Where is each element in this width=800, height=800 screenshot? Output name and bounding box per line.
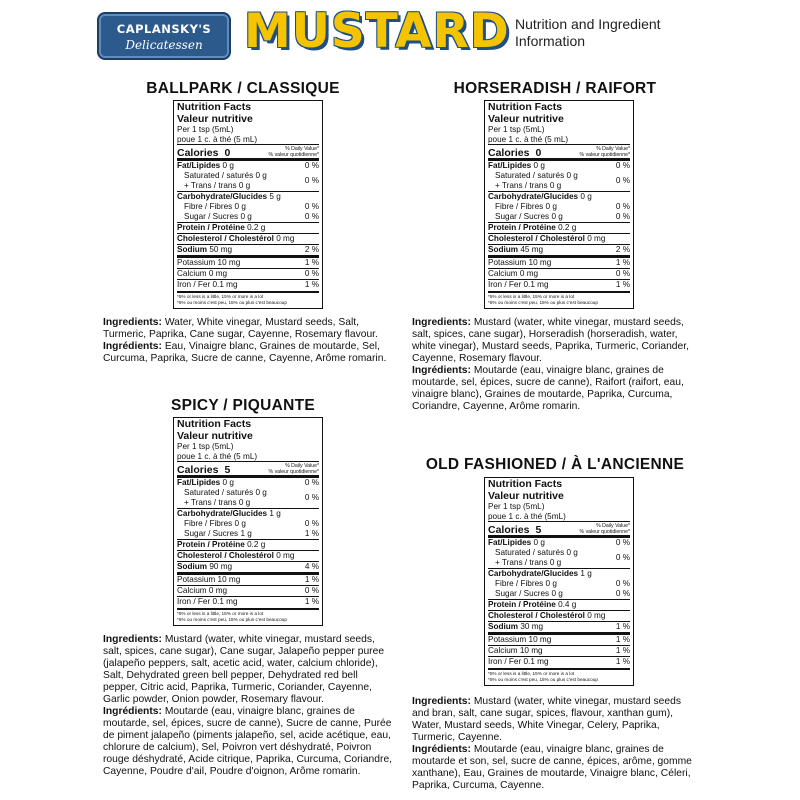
fat-label: Fat/Lipides xyxy=(488,538,532,547)
saturated-value: 0 g xyxy=(255,171,267,180)
sugar-pct: 1 % xyxy=(304,529,319,538)
iron-value: 0.1 mg xyxy=(523,280,549,289)
nutrition-label-horseradish xyxy=(484,100,634,309)
fibre-pct: 0 % xyxy=(615,202,630,211)
nf-title-en: Nutrition Facts xyxy=(177,101,252,113)
fat-value: 0 g xyxy=(533,161,545,170)
sugar-value: 1 g xyxy=(240,529,252,538)
footnote-fr: *5% ou moins c'est peu, 15% ou plus c'est beaucoup xyxy=(488,677,598,682)
sodium-label: Sodium xyxy=(177,245,208,254)
carb-value: 5 g xyxy=(269,192,281,201)
subtitle-line-2: Information xyxy=(515,33,586,49)
page-subtitle xyxy=(515,16,705,50)
ingredients-en-text: Mustard (water, white vinegar, mustard seeds and bran, salt, cane sugar, spices, flavour, xanthan gum), Water, Mustard seeds, White Vinegar, Celery, Paprika, Turmeric, Cayenne. xyxy=(412,696,681,743)
protein-value: 0.4 g xyxy=(558,600,577,609)
potassium-value: 10 mg xyxy=(528,635,552,644)
logo-name: CAPLANSKY'S xyxy=(116,22,212,36)
sodium-pct: 2 % xyxy=(615,245,630,254)
ingredients-fr-label: Ingrédients: xyxy=(103,706,162,717)
potassium-label: Potassium xyxy=(488,258,527,267)
dv-en: % Daily Value* xyxy=(285,463,319,469)
potassium-pct: 1 % xyxy=(304,575,319,584)
saturated-pct: 0 % xyxy=(615,553,630,562)
nf-title-en: Nutrition Facts xyxy=(488,101,563,113)
potassium-value: 10 mg xyxy=(217,575,241,584)
iron-label: Iron / Fer xyxy=(177,597,211,606)
saturated-value: 0 g xyxy=(566,171,578,180)
carb-label: Carbohydrate/Glucides xyxy=(177,509,268,518)
nf-title-fr: Valeur nutritive xyxy=(488,112,564,125)
sugar-pct: 0 % xyxy=(615,589,630,598)
fibre-label: Fibre / Fibres xyxy=(495,579,544,588)
calcium-value: 0 mg xyxy=(208,269,228,278)
potassium-label: Potassium xyxy=(177,258,216,267)
calories-label: Calories xyxy=(488,524,530,536)
trans-label: + Trans / trans xyxy=(495,181,548,190)
ingredients-fr-label: Ingrédients: xyxy=(412,744,471,755)
iron-value: 0.1 mg xyxy=(523,657,549,666)
fibre-value: 0 g xyxy=(545,579,557,588)
dv-en: % Daily Value* xyxy=(285,146,319,152)
product-title-spicy: SPICY / PIQUANTE xyxy=(170,397,316,414)
fibre-label: Fibre / Fibres xyxy=(184,519,233,528)
calories-value: 5 xyxy=(224,464,231,476)
sugar-pct: 0 % xyxy=(304,212,319,221)
carb-value: 1 g xyxy=(580,569,592,578)
sugar-label: Sugar / Sucres xyxy=(184,529,239,538)
sugar-label: Sugar / Sucres xyxy=(184,212,239,221)
calcium-pct: 0 % xyxy=(304,586,319,595)
subtitle-line-1: Nutrition and Ingredient xyxy=(515,16,661,32)
calcium-pct: 1 % xyxy=(615,646,630,655)
calories-value: 0 xyxy=(224,147,231,159)
product-title-oldfashioned: OLD FASHIONED / À L'ANCIENNE xyxy=(425,456,685,473)
footnote-fr: *5% ou moins c'est peu, 15% ou plus c'est beaucoup xyxy=(177,617,287,622)
protein-value: 0.2 g xyxy=(247,540,266,549)
ingredients-en-text: Mustard (water, white vinegar, mustard seeds, salt, spices, cane sugar), Horseradish (horseradish, water, white vinegar), Mustard seeds, Paprika, Turmeric, Coriander, Cayenne, Rosemary flavour. xyxy=(412,317,689,364)
caplanskys-logo xyxy=(97,12,231,60)
protein-value: 0.2 g xyxy=(247,223,266,232)
footnote-en: *5% or less is a little, 15% or more is a lot xyxy=(177,611,264,616)
serving-fr: poue 1 c. à thé (5 mL) xyxy=(177,451,258,461)
fibre-pct: 0 % xyxy=(304,519,319,528)
calcium-label: Calcium xyxy=(488,269,518,278)
nutrition-label-oldfashioned xyxy=(484,477,634,686)
iron-pct: 1 % xyxy=(304,597,319,606)
calcium-value: 0 mg xyxy=(519,269,539,278)
fibre-pct: 0 % xyxy=(615,579,630,588)
serving-en: Per 1 tsp (5mL) xyxy=(488,502,545,511)
sodium-value: 50 mg xyxy=(209,245,233,254)
iron-pct: 1 % xyxy=(304,280,319,289)
ingredients-fr-text: Moutarde (eau, vinaigre blanc, graines de moutarde, sel, épices, sucre de canne), Sucre de canne, Purée de piment jalapeño (piments jalapeño, sel, acide acétique, eau, chlorure de calcium), Sel, Poivron vert déshydraté, Poivron rouge déshydraté, Acide citrique, Paprika, Curcuma, Coriandre, Cayenne, Poudre d'ail, Poudre d'oignon, Arôme romarin. xyxy=(103,706,393,777)
sugar-value: 0 g xyxy=(551,589,563,598)
carb-value: 1 g xyxy=(269,509,281,518)
saturated-label: Saturated / saturés xyxy=(184,488,254,497)
fibre-value: 0 g xyxy=(234,519,246,528)
protein-label: Protein / Protéine xyxy=(488,600,556,609)
ingredients-en-text: Mustard (water, white vinegar, mustard seeds, salt, spices, cane sugar), Cane sugar, Jalapeño pepper puree (jalapeño peppers, salt, acetic acid, water, calcium chloride), Salt, Dehydrated green bell pepper, Dehydrated red bell pepper, Citric acid, Paprika, Turmeric, Coriander, Cayenne, Garlic powder, Onion powder, Rosemary flavour. xyxy=(103,634,385,705)
trans-value: 0 g xyxy=(238,181,251,190)
calories-label: Calories xyxy=(488,147,530,159)
sodium-label: Sodium xyxy=(488,622,519,631)
saturated-value: 0 g xyxy=(566,548,578,557)
ingredients-ballpark xyxy=(103,317,393,365)
iron-pct: 1 % xyxy=(615,657,630,666)
iron-value: 0.1 mg xyxy=(212,597,238,606)
calcium-value: 10 mg xyxy=(519,646,543,655)
product-title-ballpark: BALLPARK / CLASSIQUE xyxy=(146,80,340,97)
calcium-value: 0 mg xyxy=(208,586,228,595)
ingredients-fr-label: Ingrédients: xyxy=(103,341,162,352)
fibre-label: Fibre / Fibres xyxy=(495,202,544,211)
calories-label: Calories xyxy=(177,464,219,476)
sugar-label: Sugar / Sucres xyxy=(495,212,550,221)
fat-value: 0 g xyxy=(222,478,234,487)
sugar-label: Sugar / Sucres xyxy=(495,589,550,598)
fat-label: Fat/Lipides xyxy=(177,478,221,487)
calories-label: Calories xyxy=(177,147,219,159)
sodium-value: 90 mg xyxy=(209,562,233,571)
ingredients-fr-text: Moutarde (eau, vinaigre blanc, graines de moutarde et son, sel, sucre de canne, épices, arôme, gomme xanthane), Eau, Graines de moutarde, Vinaigre blanc, Céleri, Paprika, Curcuma, Cayenne. xyxy=(412,744,692,791)
fat-label: Fat/Lipides xyxy=(177,161,221,170)
calories-row xyxy=(177,144,319,158)
sugar-value: 0 g xyxy=(551,212,563,221)
ingredients-fr-text: Moutarde (eau, vinaigre blanc, graines de moutarde, sel, épices, sucre de canne), Raifort (raifort, eau, vinaigre blanc), Graines de moutarde, Paprika, Curcuma, Coriandre, Cayenne, Arôme romarin. xyxy=(412,365,684,412)
fat-pct: 0 % xyxy=(304,161,319,170)
cholesterol-label: Cholesterol / Cholestérol xyxy=(488,234,585,243)
product-title-horseradish: HORSERADISH / RAIFORT xyxy=(453,80,657,97)
dv-fr: % valeur quotidienne* xyxy=(268,152,319,158)
footnote-en: *5% or less is a little, 15% or more is a lot xyxy=(488,671,575,676)
nf-title-en: Nutrition Facts xyxy=(177,418,252,430)
footnote-en: *5% or less is a little, 15% or more is a lot xyxy=(488,294,575,299)
fibre-value: 0 g xyxy=(234,202,246,211)
ingredients-oldfashioned xyxy=(412,696,697,792)
trans-label: + Trans / trans xyxy=(184,498,237,507)
calories-value: 5 xyxy=(535,524,542,536)
iron-label: Iron / Fer xyxy=(488,657,522,666)
iron-pct: 1 % xyxy=(615,280,630,289)
calories-row xyxy=(177,461,319,475)
trans-label: + Trans / trans xyxy=(495,558,548,567)
calories-value: 0 xyxy=(535,147,542,159)
cholesterol-value: 0 mg xyxy=(276,234,295,243)
saturated-label: Saturated / saturés xyxy=(495,171,565,180)
dv-en: % Daily Value* xyxy=(596,146,630,152)
carb-label: Carbohydrate/Glucides xyxy=(488,569,579,578)
sodium-pct: 4 % xyxy=(304,562,319,571)
fat-pct: 0 % xyxy=(615,538,630,547)
serving-fr: poue 1 c. à thé (5mL) xyxy=(488,511,566,521)
dv-fr: % valeur quotidienne* xyxy=(579,152,630,158)
potassium-pct: 1 % xyxy=(304,258,319,267)
fat-value: 0 g xyxy=(533,538,545,547)
ingredients-en-label: Ingredients: xyxy=(412,696,471,707)
calories-row xyxy=(488,521,630,535)
dv-fr: % valeur quotidienne* xyxy=(268,469,319,475)
nutrition-label-spicy xyxy=(173,417,323,626)
fibre-pct: 0 % xyxy=(304,202,319,211)
cholesterol-value: 0 mg xyxy=(587,234,606,243)
carb-value: 0 g xyxy=(580,192,592,201)
calcium-label: Calcium xyxy=(177,269,207,278)
fibre-value: 0 g xyxy=(545,202,557,211)
fat-pct: 0 % xyxy=(304,478,319,487)
trans-value: 0 g xyxy=(238,498,251,507)
sodium-pct: 2 % xyxy=(304,245,319,254)
calcium-label: Calcium xyxy=(488,646,518,655)
nf-title-fr: Valeur nutritive xyxy=(488,489,564,502)
ingredients-en-label: Ingredients: xyxy=(103,634,162,645)
carb-label: Carbohydrate/Glucides xyxy=(488,192,579,201)
sodium-pct: 1 % xyxy=(615,622,630,631)
ingredients-horseradish xyxy=(412,317,697,413)
calories-row xyxy=(488,144,630,158)
potassium-pct: 1 % xyxy=(615,258,630,267)
sugar-value: 0 g xyxy=(240,212,252,221)
calcium-label: Calcium xyxy=(177,586,207,595)
serving-fr: poue 1 c. à thé (5 mL) xyxy=(177,134,258,144)
calcium-pct: 0 % xyxy=(615,269,630,278)
cholesterol-label: Cholesterol / Cholestérol xyxy=(488,611,585,620)
ingredients-en-text: Water, White vinegar, Mustard seeds, Salt, Turmeric, Paprika, Cane sugar, Cayenne, Rosemary flavour. xyxy=(103,317,378,340)
dv-en: % Daily Value* xyxy=(596,523,630,529)
footnote-fr: *5% ou moins c'est peu, 15% ou plus c'est beaucoup xyxy=(177,300,287,305)
protein-label: Protein / Protéine xyxy=(488,223,556,232)
trans-value: 0 g xyxy=(549,558,562,567)
cholesterol-value: 0 mg xyxy=(276,551,295,560)
fat-pct: 0 % xyxy=(615,161,630,170)
sodium-value: 45 mg xyxy=(520,245,544,254)
sugar-pct: 0 % xyxy=(615,212,630,221)
ingredients-en-label: Ingredients: xyxy=(103,317,162,328)
potassium-value: 10 mg xyxy=(528,258,552,267)
sodium-label: Sodium xyxy=(488,245,519,254)
fat-value: 0 g xyxy=(222,161,234,170)
nf-title-fr: Valeur nutritive xyxy=(177,112,253,125)
ingredients-fr-label: Ingrédients: xyxy=(412,365,471,376)
calcium-pct: 0 % xyxy=(304,269,319,278)
page-title: MUSTARD xyxy=(244,4,510,59)
serving-en: Per 1 tsp (5mL) xyxy=(177,442,234,451)
nutrition-label-ballpark xyxy=(173,100,323,309)
saturated-pct: 0 % xyxy=(615,176,630,185)
fat-label: Fat/Lipides xyxy=(488,161,532,170)
protein-value: 0.2 g xyxy=(558,223,577,232)
potassium-value: 10 mg xyxy=(217,258,241,267)
serving-en: Per 1 tsp (5mL) xyxy=(177,125,234,134)
sodium-label: Sodium xyxy=(177,562,208,571)
cholesterol-value: 0 mg xyxy=(587,611,606,620)
saturated-pct: 0 % xyxy=(304,493,319,502)
potassium-label: Potassium xyxy=(488,635,527,644)
nf-title-fr: Valeur nutritive xyxy=(177,429,253,442)
potassium-label: Potassium xyxy=(177,575,216,584)
dv-fr: % valeur quotidienne* xyxy=(579,529,630,535)
saturated-value: 0 g xyxy=(255,488,267,497)
footnote-fr: *5% ou moins c'est peu, 15% ou plus c'est beaucoup xyxy=(488,300,598,305)
ingredients-en-label: Ingredients: xyxy=(412,317,471,328)
cholesterol-label: Cholesterol / Cholestérol xyxy=(177,551,274,560)
potassium-pct: 1 % xyxy=(615,635,630,644)
carb-label: Carbohydrate/Glucides xyxy=(177,192,268,201)
fibre-label: Fibre / Fibres xyxy=(184,202,233,211)
serving-fr: poue 1 c. à thé (5 mL) xyxy=(488,134,569,144)
iron-label: Iron / Fer xyxy=(177,280,211,289)
cholesterol-label: Cholesterol / Cholestérol xyxy=(177,234,274,243)
nf-title-en: Nutrition Facts xyxy=(488,478,563,490)
ingredients-fr-text: Eau, Vinaigre blanc, Graines de moutarde, Sel, Curcuma, Paprika, Sucre de canne, Cayenne, Arôme romarin. xyxy=(103,341,387,364)
iron-value: 0.1 mg xyxy=(212,280,238,289)
serving-en: Per 1 tsp (5mL) xyxy=(488,125,545,134)
sodium-value: 30 mg xyxy=(520,622,544,631)
protein-label: Protein / Protéine xyxy=(177,223,245,232)
saturated-label: Saturated / saturés xyxy=(184,171,254,180)
trans-value: 0 g xyxy=(549,181,562,190)
saturated-pct: 0 % xyxy=(304,176,319,185)
iron-label: Iron / Fer xyxy=(488,280,522,289)
footnote-en: *5% or less is a little, 15% or more is a lot xyxy=(177,294,264,299)
ingredients-spicy xyxy=(103,634,393,778)
trans-label: + Trans / trans xyxy=(184,181,237,190)
protein-label: Protein / Protéine xyxy=(177,540,245,549)
saturated-label: Saturated / saturés xyxy=(495,548,565,557)
logo-tagline: Delicatessen xyxy=(125,38,203,52)
